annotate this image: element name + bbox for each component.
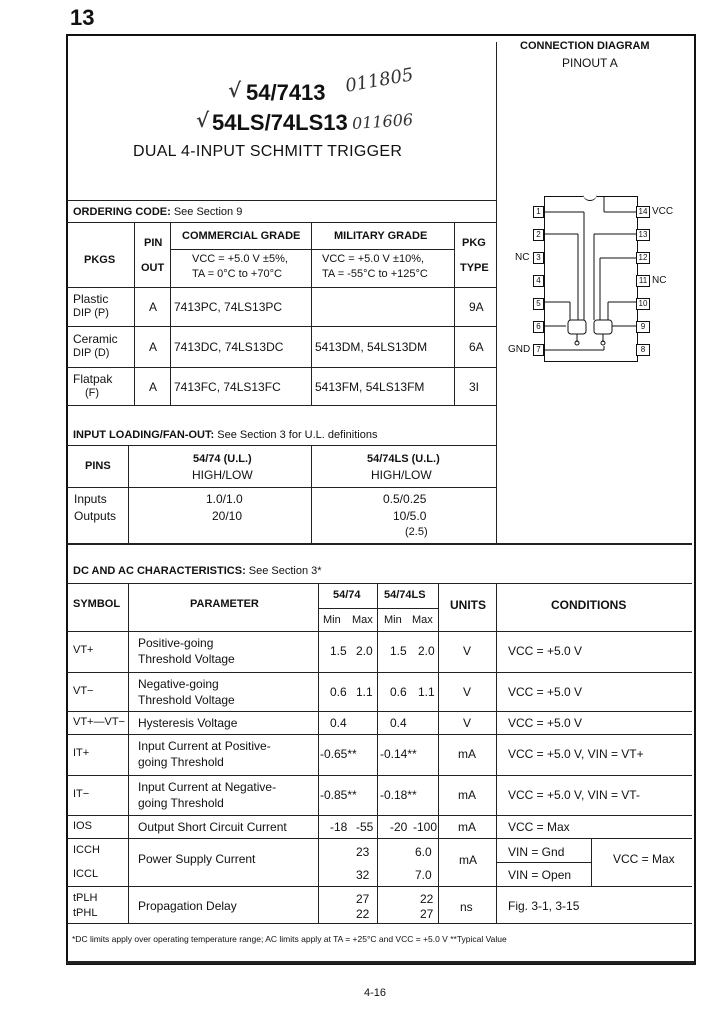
rule (67, 367, 496, 368)
condition: VCC = +5.0 V (508, 644, 583, 658)
col-type: TYPE (460, 262, 489, 274)
comm-condition-2: TA = 0°C to +70°C (192, 268, 282, 280)
part-number-2: 54LS/74LS13 (212, 110, 348, 135)
col-54-74: 54/74 (333, 589, 361, 601)
section-number: 13 (70, 5, 95, 30)
military-part: 5413DM, 54LS13DM (315, 340, 428, 354)
military-part: 5413FM, 54LS13FM (315, 380, 425, 394)
pin-label: GND (508, 344, 531, 355)
commercial-part: 7413PC, 74LS13PC (174, 300, 283, 314)
value-min: 1.5 (330, 644, 347, 658)
col-out: OUT (141, 262, 165, 274)
rule (67, 631, 692, 632)
value: 27 (420, 907, 434, 921)
rule (170, 249, 454, 250)
pin-number: 2 (533, 229, 544, 241)
mil-condition-2: TA = -55°C to +125°C (322, 268, 428, 280)
rule (318, 583, 319, 923)
col-min: Min (323, 614, 341, 626)
pin-number: 7 (533, 344, 544, 356)
handwritten-note-2: 011606 (351, 109, 414, 134)
rule (67, 445, 496, 446)
units: V (463, 685, 472, 699)
rule (128, 583, 129, 923)
condition: VCC = +5.0 V, VIN = VT- (508, 788, 640, 802)
package-type: 6A (469, 340, 484, 354)
condition: VCC = Max (508, 820, 570, 834)
bottom-rule (66, 961, 694, 964)
value: 7.0 (415, 868, 432, 882)
units: mA (458, 788, 476, 802)
units: mA (458, 747, 476, 761)
rule (67, 405, 496, 406)
col-54-74ls: 54/74LS (U.L.) (367, 453, 440, 465)
loading-value: 1.0/1.0 (206, 492, 243, 506)
units: V (463, 644, 472, 658)
pin-number: 5 (533, 298, 544, 310)
diagram-subtitle: PINOUT A (562, 56, 618, 70)
part-number-1: 54/7413 (246, 80, 326, 105)
condition: VIN = Open (508, 868, 572, 882)
rule (496, 862, 591, 863)
rule (128, 445, 129, 543)
rule (311, 222, 312, 405)
symbol: IT+ (73, 747, 90, 759)
pin-number: 9 (636, 321, 650, 333)
parameter: going Threshold (138, 755, 224, 769)
rule (67, 672, 692, 673)
pin-number: 13 (636, 229, 650, 241)
package-code: DIP (D) (73, 347, 110, 359)
package-code: DIP (P) (73, 307, 109, 319)
pin-label: NC (515, 252, 530, 263)
value: 6.0 (415, 845, 432, 859)
pin-number: 11 (636, 275, 650, 287)
col-54-74-sub: HIGH/LOW (192, 468, 253, 482)
value-max: -55 (356, 820, 374, 834)
rule (67, 287, 496, 288)
value: 23 (356, 845, 370, 859)
symbol: VT− (73, 685, 94, 697)
condition: VCC = +5.0 V (508, 716, 583, 730)
pin-number: 10 (636, 298, 650, 310)
col-min: Min (384, 614, 402, 626)
mil-condition-1: VCC = +5.0 V ±10%, (322, 253, 425, 265)
param-prop: Propagation Delay (138, 899, 237, 913)
value-min: 0.6 (330, 685, 347, 699)
units: mA (458, 820, 476, 834)
col-pkg: PKG (462, 237, 486, 249)
pin-number: 1 (533, 206, 544, 218)
rule (134, 222, 135, 405)
condition: VIN = Gnd (508, 845, 565, 859)
value-max: 2.0 (418, 644, 435, 658)
rule (67, 734, 692, 735)
check-mark-2: √ (196, 108, 210, 132)
rule (318, 608, 438, 609)
parameter: Threshold Voltage (138, 693, 235, 707)
value: 32 (356, 868, 370, 882)
package-type: 9A (469, 300, 484, 314)
units: mA (459, 853, 477, 867)
col-pin: PIN (144, 237, 163, 249)
package-type: 3I (469, 380, 480, 394)
package-name: Plastic (73, 292, 109, 306)
pin-number: 8 (636, 344, 650, 356)
symbol-tplh: tPLH (73, 892, 98, 904)
col-pins: PINS (85, 460, 111, 472)
pin-number: 14 (636, 206, 650, 218)
symbol: IOS (73, 820, 92, 832)
value-min: 0.4 (330, 716, 347, 730)
check-mark: √ (228, 78, 242, 102)
loading-extra: (2.5) (405, 526, 428, 538)
package-name: Ceramic (73, 332, 118, 346)
pin-out: A (149, 300, 158, 314)
col-parameter: PARAMETER (190, 598, 259, 610)
value-max: 2.0 (356, 644, 373, 658)
parameter: going Threshold (138, 796, 224, 810)
col-commercial: COMMERCIAL GRADE (182, 230, 301, 242)
value-max: 1.1 (418, 685, 435, 699)
rule (67, 222, 496, 223)
pin-label: NC (652, 275, 667, 286)
value: 22 (420, 892, 434, 906)
rule (591, 838, 592, 886)
loading-value: 20/10 (212, 509, 243, 523)
symbol: VT+—VT− (73, 716, 125, 728)
commercial-part: 7413FC, 74LS13FC (174, 380, 281, 394)
parameter: Output Short Circuit Current (138, 820, 287, 834)
parameter: Hysteresis Voltage (138, 716, 238, 730)
diagram-divider (496, 42, 497, 544)
rule (67, 838, 692, 839)
units: V (463, 716, 472, 730)
parameter: Threshold Voltage (138, 652, 235, 666)
pin-out: A (149, 340, 158, 354)
pin-number: 3 (533, 252, 544, 264)
page-number: 4-16 (364, 987, 387, 999)
value-min: 0.4 (390, 716, 407, 730)
pin-number: 12 (636, 252, 650, 264)
value-min: -0.14** (380, 747, 417, 761)
diagram-title: CONNECTION DIAGRAM (520, 40, 650, 52)
loading-pin: Outputs (74, 509, 117, 523)
dc-heading: DC AND AC CHARACTERISTICS: See Section 3* (73, 565, 322, 577)
pin-label: VCC (652, 206, 674, 217)
rule (67, 326, 496, 327)
value-min: 0.6 (390, 685, 407, 699)
rule (67, 200, 496, 201)
rule (67, 711, 692, 712)
parameter: Negative-going (138, 677, 219, 691)
rule (170, 222, 171, 405)
value-min: 1.5 (390, 644, 407, 658)
col-conditions: CONDITIONS (551, 598, 627, 612)
rule (67, 775, 692, 776)
value-min: -0.18** (380, 788, 417, 802)
loading-value: 0.5/0.25 (383, 492, 427, 506)
value-min: -18 (330, 820, 348, 834)
footnote: *DC limits apply over operating temperature range; AC limits apply at TA = +25°C and VCC = +5.0 V **Typical Value (72, 934, 507, 944)
parameter: Input Current at Negative- (138, 780, 277, 794)
rule (454, 222, 455, 405)
rule (67, 583, 692, 584)
package-name: Flatpak (73, 372, 113, 386)
col-max: Max (352, 614, 373, 626)
symbol: IT− (73, 788, 90, 800)
value-max: -100 (413, 820, 438, 834)
rule (67, 487, 496, 488)
value-max: 1.1 (356, 685, 373, 699)
commercial-part: 7413DC, 74LS13DC (174, 340, 284, 354)
gate-wiring (544, 196, 636, 360)
ordering-heading: ORDERING CODE: See Section 9 (73, 206, 243, 218)
loading-pin: Inputs (74, 492, 107, 506)
condition: VCC = +5.0 V (508, 685, 583, 699)
value-min: -0.65** (320, 747, 357, 761)
col-54-74ls-sub: HIGH/LOW (371, 468, 432, 482)
rule (496, 583, 497, 923)
col-pkgs: PKGS (84, 254, 116, 266)
col-military: MILITARY GRADE (334, 230, 428, 242)
rule (438, 583, 439, 923)
pin-out: A (149, 380, 158, 394)
package-code: (F) (85, 387, 100, 399)
condition: Fig. 3-1, 3-15 (508, 899, 580, 913)
value-min: -0.85** (320, 788, 357, 802)
parameter: Positive-going (138, 636, 214, 650)
col-54-74: 54/74 (U.L.) (193, 453, 252, 465)
pin-number: 6 (533, 321, 544, 333)
symbol-tphl: tPHL (73, 907, 98, 919)
value: 22 (356, 907, 370, 921)
comm-condition-1: VCC = +5.0 V ±5%, (192, 253, 288, 265)
rule (67, 923, 692, 924)
symbol-iccl: ICCL (73, 868, 99, 880)
condition: VCC = +5.0 V, VIN = VT+ (508, 747, 644, 761)
col-max: Max (412, 614, 433, 626)
col-54-74ls: 54/74LS (384, 589, 426, 601)
device-title: DUAL 4-INPUT SCHMITT TRIGGER (133, 143, 403, 160)
value-min: -20 (390, 820, 408, 834)
rule (67, 543, 692, 545)
rule (67, 815, 692, 816)
loading-heading: INPUT LOADING/FAN-OUT: See Section 3 for U.L. definitions (73, 429, 378, 441)
symbol-icch: ICCH (73, 844, 100, 856)
rule (311, 445, 312, 543)
value: 27 (356, 892, 370, 906)
rule (377, 583, 378, 923)
param-power: Power Supply Current (138, 852, 256, 866)
handwritten-note-1: 011805 (343, 64, 416, 97)
symbol: VT+ (73, 644, 94, 656)
loading-value: 10/5.0 (393, 509, 427, 523)
parameter: Input Current at Positive- (138, 739, 271, 753)
rule (67, 886, 692, 887)
pin-number: 4 (533, 275, 544, 287)
col-symbol: SYMBOL (73, 598, 121, 610)
condition: VCC = Max (613, 852, 675, 866)
col-units: UNITS (450, 598, 486, 612)
units: ns (460, 900, 473, 914)
